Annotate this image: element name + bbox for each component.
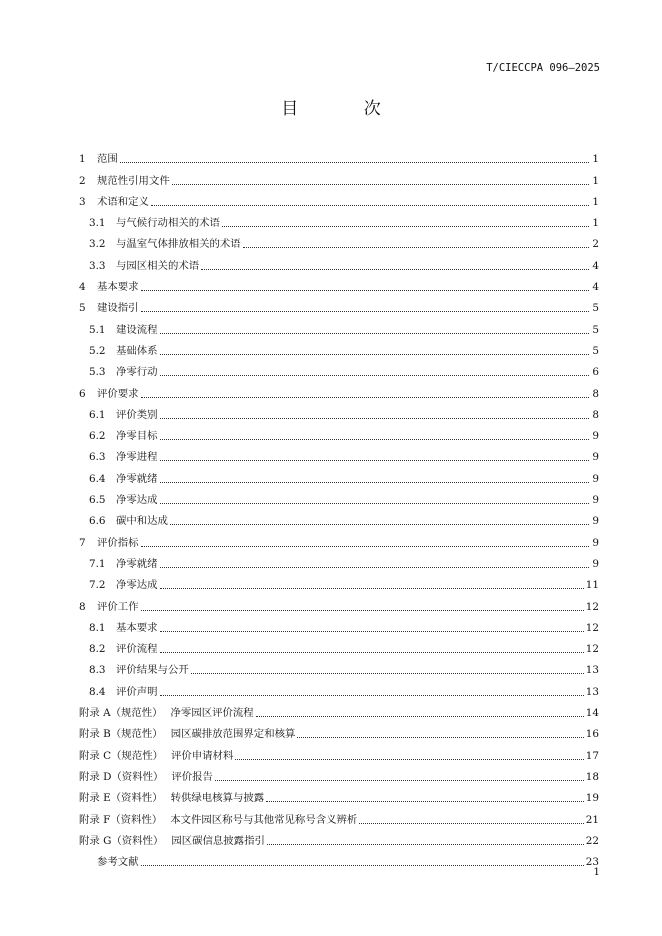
toc-entry[interactable] — [79, 592, 599, 613]
toc-entry-page: 19 — [585, 792, 599, 805]
toc-entry[interactable] — [79, 443, 599, 464]
toc-entry-page: 13 — [585, 664, 599, 677]
dot-leader — [160, 459, 589, 461]
toc-entry-title: 净零进程 — [116, 451, 158, 464]
toc-entry-number: 3 — [79, 195, 86, 208]
toc-entry-page: 5 — [592, 323, 599, 336]
toc-entry-number: 6.2 — [89, 430, 106, 443]
page-number: 1 — [593, 866, 600, 878]
toc-entry-title: 与气候行动相关的术语 — [116, 217, 220, 230]
dot-leader — [222, 225, 589, 227]
toc-entry-title: 与园区相关的术语 — [116, 259, 200, 272]
toc-entry-title: 园区碳信息披露指引 — [171, 834, 265, 847]
toc-entry-title: 净零园区评价流程 — [170, 707, 254, 720]
toc-entry-number: 附录 B（规范性） — [79, 728, 163, 741]
dot-leader — [235, 758, 583, 760]
toc-entry-title: 净零达成 — [116, 579, 158, 592]
dot-leader — [359, 822, 583, 824]
toc-entry-page: 8 — [592, 408, 599, 421]
toc-entry-page: 9 — [592, 494, 599, 507]
dot-leader — [160, 651, 584, 653]
dot-leader — [170, 523, 589, 525]
dot-leader — [160, 630, 584, 632]
toc-entry-title: 评价工作 — [97, 600, 139, 613]
dot-leader — [141, 864, 584, 866]
toc-entry-number: 8 — [79, 600, 86, 613]
toc-entry[interactable] — [79, 614, 599, 635]
toc-entry[interactable] — [79, 805, 599, 826]
dot-leader — [256, 715, 584, 717]
toc-entry[interactable] — [79, 464, 599, 485]
toc-entry-page: 16 — [585, 728, 599, 741]
dot-leader — [160, 417, 589, 419]
toc-entry-page: 14 — [585, 707, 599, 720]
toc-entry-number: 2 — [79, 174, 86, 187]
toc-entry-number: 附录 F（资料性） — [79, 813, 163, 826]
toc-entry[interactable] — [79, 827, 599, 848]
dot-leader — [243, 246, 589, 248]
toc-entry-page: 12 — [585, 643, 599, 656]
toc-entry-page: 13 — [585, 685, 599, 698]
dot-leader — [172, 183, 589, 185]
toc-entry-number: 8.1 — [89, 621, 106, 634]
toc-entry[interactable] — [79, 337, 599, 358]
toc-entry-page: 21 — [585, 813, 599, 826]
dot-leader — [141, 289, 589, 291]
toc-entry-number: 6.1 — [89, 408, 106, 421]
toc-entry-page: 1 — [592, 217, 599, 230]
toc-entry-number: 附录 E（资料性） — [79, 792, 163, 805]
toc-entry[interactable] — [79, 315, 599, 336]
toc-entry-number: 6.6 — [89, 515, 106, 528]
toc-entry-title: 基本要求 — [97, 281, 139, 294]
toc-entry[interactable] — [79, 677, 599, 698]
toc-entry[interactable] — [79, 848, 599, 869]
toc-entry[interactable] — [79, 358, 599, 379]
dot-leader — [120, 161, 589, 163]
toc-entry-number: 附录 D（资料性） — [79, 770, 164, 783]
dot-leader — [141, 545, 589, 547]
toc-entry-title: 评价类别 — [116, 408, 158, 421]
toc-entry-number: 1 — [79, 153, 86, 166]
toc-entry-title: 碳中和达成 — [116, 515, 168, 528]
toc-entry-page: 23 — [585, 856, 599, 869]
toc-entry[interactable] — [79, 741, 599, 762]
toc-entry-page: 1 — [592, 195, 599, 208]
dot-leader — [160, 353, 589, 355]
toc-entry-number: 附录 C（规范性） — [79, 749, 163, 762]
dot-leader — [297, 736, 583, 738]
toc-entry-page: 2 — [592, 238, 599, 251]
toc-entry-title: 评价结果与公开 — [116, 664, 189, 677]
toc-entry-title: 净零就绪 — [116, 472, 158, 485]
toc-entry[interactable] — [79, 699, 599, 720]
toc-entry-title: 净零就绪 — [116, 557, 158, 570]
toc-entry[interactable] — [79, 720, 599, 741]
document-code: T/CIECCPA 096—2025 — [486, 62, 600, 74]
toc-entry-page: 4 — [592, 281, 599, 294]
toc-entry-title: 术语和定义 — [97, 195, 149, 208]
toc-entry-number: 6.3 — [89, 451, 106, 464]
toc-entry-title: 与温室气体排放相关的术语 — [116, 238, 241, 251]
dot-leader — [160, 566, 589, 568]
dot-leader — [201, 268, 589, 270]
toc-entry[interactable] — [79, 784, 599, 805]
toc-entry[interactable] — [79, 145, 599, 166]
toc-entry-title: 评价流程 — [116, 643, 158, 656]
table-of-contents — [79, 145, 599, 869]
toc-entry[interactable] — [79, 230, 599, 251]
toc-entry-title: 参考文献 — [97, 856, 139, 869]
dot-leader — [160, 481, 589, 483]
toc-entry-title: 建设指引 — [97, 302, 139, 315]
toc-entry-title: 评价声明 — [116, 685, 158, 698]
toc-entry-number: 8.2 — [89, 643, 106, 656]
toc-entry[interactable] — [79, 251, 599, 272]
toc-entry-number: 5.3 — [89, 366, 106, 379]
dot-leader — [160, 374, 589, 376]
toc-entry-page: 18 — [585, 770, 599, 783]
toc-entry-title: 评价申请材料 — [171, 749, 234, 762]
toc-entry-page: 5 — [592, 302, 599, 315]
toc-entry-number: 附录 G（资料性） — [79, 834, 164, 847]
toc-entry-title: 基础体系 — [116, 344, 158, 357]
toc-entry-page: 9 — [592, 515, 599, 528]
toc-entry-number: 4 — [79, 281, 86, 294]
toc-entry-number: 7 — [79, 536, 86, 549]
toc-entry[interactable] — [79, 528, 599, 549]
toc-entry-number: 附录 A（规范性） — [79, 707, 163, 720]
toc-entry-page: 6 — [592, 366, 599, 379]
toc-entry-title: 评价报告 — [171, 770, 213, 783]
toc-entry[interactable] — [79, 656, 599, 677]
toc-entry[interactable] — [79, 571, 599, 592]
toc-entry[interactable] — [79, 550, 599, 571]
dot-leader — [141, 609, 584, 611]
toc-entry[interactable] — [79, 507, 599, 528]
dot-leader — [151, 204, 589, 206]
toc-entry[interactable] — [79, 401, 599, 422]
toc-entry-title: 范围 — [97, 153, 118, 166]
toc-entry[interactable] — [79, 209, 599, 230]
toc-entry[interactable] — [79, 422, 599, 443]
dot-leader — [160, 332, 589, 334]
toc-entry-page: 9 — [592, 430, 599, 443]
dot-leader — [141, 396, 589, 398]
toc-entry-number: 7.2 — [89, 579, 106, 592]
dot-leader — [160, 694, 584, 696]
dot-leader — [160, 502, 589, 504]
toc-entry[interactable] — [79, 763, 599, 784]
toc-entry-page: 1 — [592, 153, 599, 166]
toc-entry-number: 3.3 — [89, 259, 106, 272]
toc-entry-page: 11 — [585, 579, 599, 592]
toc-title: 目 次 — [281, 99, 411, 119]
dot-leader — [191, 672, 584, 674]
toc-entry-title: 园区碳排放范围界定和核算 — [170, 728, 296, 741]
toc-entry[interactable] — [79, 188, 599, 209]
toc-entry-page: 9 — [592, 536, 599, 549]
toc-entry[interactable] — [79, 166, 599, 187]
toc-entry[interactable] — [79, 635, 599, 656]
toc-entry-number: 6 — [79, 387, 86, 400]
toc-entry-page: 8 — [592, 387, 599, 400]
toc-entry-number: 8.3 — [89, 664, 106, 677]
toc-entry-number: 5 — [79, 302, 86, 315]
toc-entry-page: 22 — [585, 834, 599, 847]
toc-entry-title: 净零行动 — [116, 366, 158, 379]
dot-leader — [160, 587, 584, 589]
toc-entry-page: 9 — [592, 472, 599, 485]
dot-leader — [266, 800, 584, 802]
dot-leader — [215, 779, 584, 781]
toc-entry-number: 3.1 — [89, 217, 106, 230]
toc-entry-title: 建设流程 — [116, 323, 158, 336]
toc-entry-page: 4 — [592, 259, 599, 272]
toc-entry-number: 7.1 — [89, 557, 106, 570]
toc-entry-title: 转供绿电核算与披露 — [170, 792, 265, 805]
toc-entry[interactable] — [79, 486, 599, 507]
toc-entry-number: 6.4 — [89, 472, 106, 485]
toc-entry-number: 5.2 — [89, 344, 106, 357]
toc-entry-title: 净零达成 — [116, 494, 158, 507]
toc-entry-number: 6.5 — [89, 494, 106, 507]
toc-entry-page: 12 — [585, 600, 599, 613]
dot-leader — [141, 310, 589, 312]
toc-entry-title: 净零目标 — [116, 430, 158, 443]
toc-entry[interactable] — [79, 273, 599, 294]
toc-entry-title: 基本要求 — [116, 621, 158, 634]
toc-entry-title: 评价指标 — [97, 536, 139, 549]
dot-leader — [160, 438, 589, 440]
toc-entry[interactable] — [79, 379, 599, 400]
toc-entry-title: 规范性引用文件 — [97, 174, 170, 187]
toc-entry-page: 9 — [592, 451, 599, 464]
toc-entry-page: 1 — [592, 174, 599, 187]
toc-entry-title: 本文件园区称号与其他常见称号含义辨析 — [170, 813, 358, 826]
toc-entry-page: 17 — [585, 749, 599, 762]
toc-entry-page: 12 — [585, 621, 599, 634]
toc-entry-page: 5 — [592, 344, 599, 357]
toc-entry[interactable] — [79, 294, 599, 315]
toc-entry-title: 评价要求 — [97, 387, 139, 400]
toc-entry-number: 3.2 — [89, 238, 106, 251]
dot-leader — [267, 843, 584, 845]
toc-entry-number: 5.1 — [89, 323, 106, 336]
toc-entry-number: 8.4 — [89, 685, 106, 698]
toc-entry-page: 9 — [592, 557, 599, 570]
